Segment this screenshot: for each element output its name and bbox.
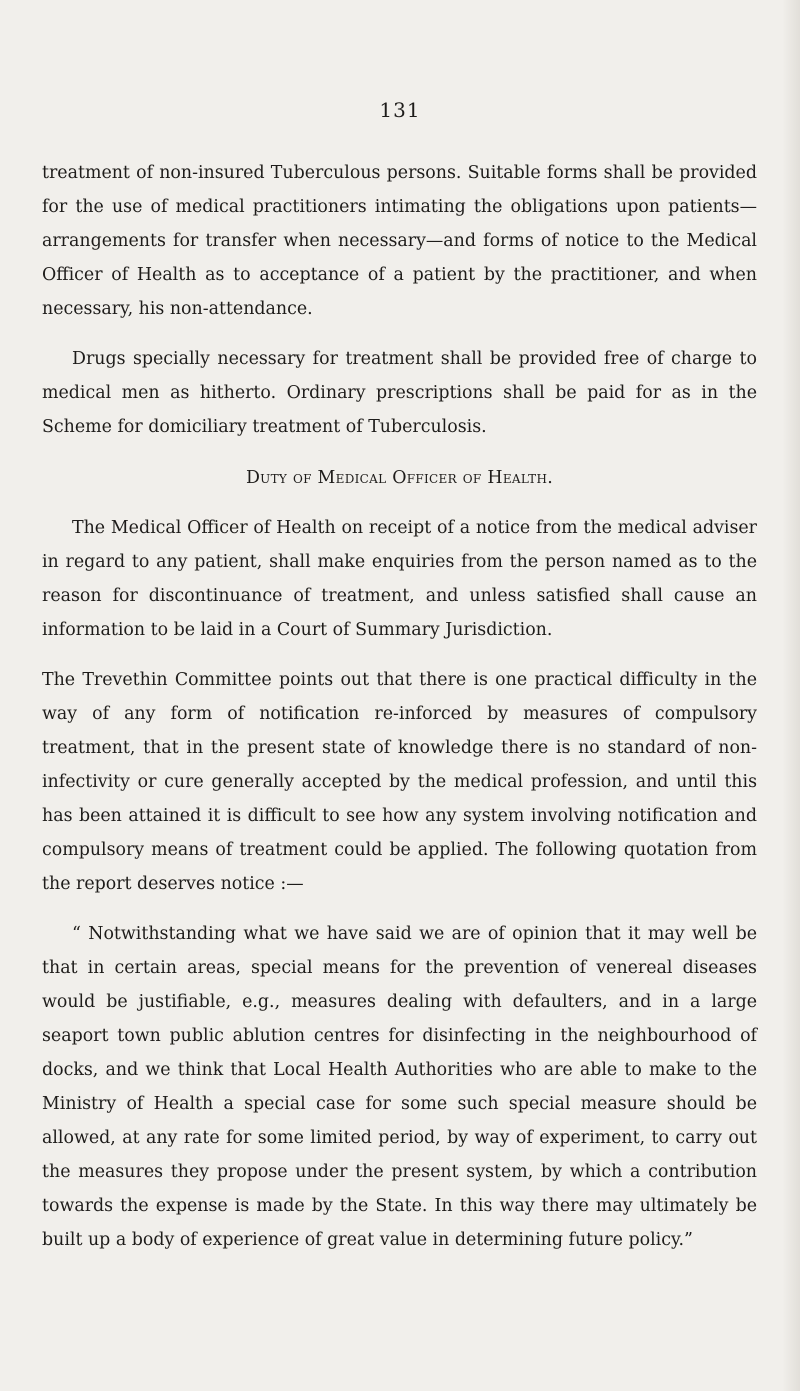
page-body <box>42 156 757 1257</box>
paragraph-trevethin-committee: The Trevethin Committee points out that there is one practical difficulty in the way of any form of notification re-inforced by measures of compulsory treatment, that in the present state of knowledge there is no standard of non-infectivity or cure generally accepted by the medical profession, and until this has been attained it is difficult to see how any system involving notification and compulsory means of treatment could be applied. The following quotation from the report deserves notice :— <box>42 670 757 894</box>
paragraph-drugs: Drugs specially necessary for treatment shall be provided free of charge to medical men as hitherto. Ordinary prescriptions shall be paid for as in the Scheme for domiciliary treatment of Tuberculosis. <box>42 349 757 437</box>
paragraph-quotation: “ Notwithstanding what we have said we are of opinion that it may well be that in certain areas, special means for the prevention of venereal diseases would be justifiable, e.g., measures dealing with defaulters, and in a large seaport town public ablution centres for disinfecting in the neighbourhood of docks, and we think that Local Health Authorities who are able to make to the Ministry of Health a special case for some such special measure should be allowed, at any rate for some limited period, by way of experiment, to carry out the measures they propose under the present system, by which a contribution towards the expense is made by the State. In this way there may ultimately be built up a body of experience of great value in determining future policy.” <box>42 924 757 1250</box>
paragraph-medical-officer-duty: The Medical Officer of Health on receipt of a notice from the medical adviser in regard to any patient, shall make enquiries from the person named as to the reason for discontinuance of treatment, and unless satisfied shall cause an information to be laid in a Court of Summary Jurisdiction. <box>42 518 757 640</box>
page-number: 131 <box>379 98 421 122</box>
paragraph-continuation: treatment of non-insured Tuberculous persons. Suitable forms shall be provided for the use of medical practitioners intimating the obligations upon patients—arrangements for transfer when necessary—and forms of notice to the Medical Officer of Health as to acceptance of a patient by the practitioner, and when necessary, his non-attendance. <box>42 163 757 319</box>
section-heading: Duty of Medical Officer of Health. <box>245 468 554 488</box>
page-edge-shadow <box>782 0 800 1391</box>
